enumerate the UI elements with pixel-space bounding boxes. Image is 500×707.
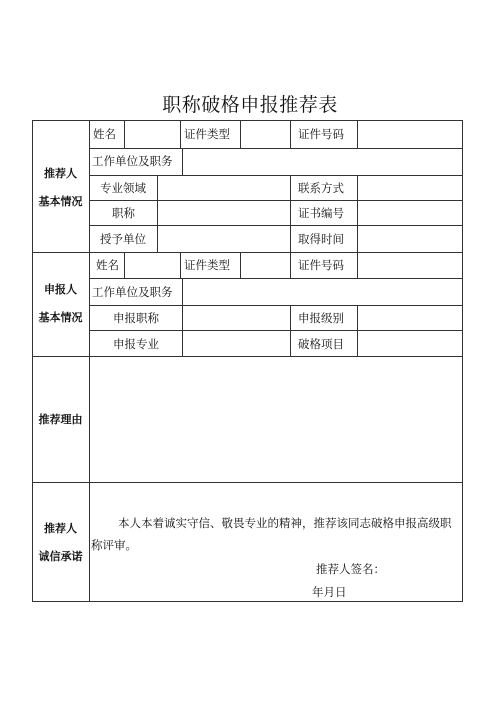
recommendation-form [32, 120, 463, 602]
recommender-grant-unit-label: 授予单位 [100, 232, 146, 246]
applicant-section-label: 申报人 基本情况 [38, 283, 83, 324]
apply-level-label: 申报级别 [298, 311, 344, 325]
grid-line [89, 175, 463, 176]
recommender-id-type-label: 证件类型 [184, 127, 230, 141]
grid-line [290, 305, 291, 356]
grid-line [32, 120, 463, 121]
grid-line [290, 120, 291, 148]
apply-major-label: 申报专业 [113, 337, 159, 351]
applicant-id-number-label: 证件号码 [298, 258, 344, 272]
grid-line [89, 330, 463, 331]
applicant-work-unit-label: 工作单位及职务 [92, 285, 173, 299]
grid-line [290, 175, 291, 252]
grid-line [240, 120, 241, 148]
pledge-section-label: 推荐人 诚信承诺 [38, 522, 83, 563]
grid-line [357, 305, 358, 356]
grid-line [32, 601, 463, 602]
grid-line [124, 120, 125, 148]
grid-line [357, 252, 358, 278]
recommender-title-label: 职称 [112, 206, 135, 220]
grid-line [182, 148, 183, 175]
apply-title-label: 申报职称 [113, 311, 159, 325]
grid-line [157, 175, 158, 252]
recommender-field-label: 专业领域 [100, 181, 146, 195]
grid-line [182, 305, 183, 356]
grid-line [89, 148, 463, 149]
grid-line [89, 200, 463, 201]
grid-line [124, 252, 125, 278]
grid-line [89, 305, 463, 306]
grid-line [180, 120, 181, 148]
recommender-name-label: 姓名 [93, 127, 116, 141]
grid-line [89, 278, 463, 279]
page-title: 职称破格申报推荐表 [162, 94, 338, 116]
recommender-contact-label: 联系方式 [298, 181, 344, 195]
recommender-cert-number-label: 证书编号 [298, 206, 344, 220]
grid-line [240, 252, 241, 278]
reason-field[interactable] [90, 357, 462, 482]
recommender-work-unit-label: 工作单位及职务 [92, 154, 173, 168]
recommender-section-label: 推荐人 基本情况 [38, 167, 83, 208]
grid-line [290, 252, 291, 278]
applicant-id-type-label: 证件类型 [184, 258, 230, 272]
grid-line [32, 482, 463, 483]
grid-line [180, 252, 181, 278]
recommender-obtain-time-label: 取得时间 [298, 232, 344, 246]
signature-label: 推荐人签名： [316, 562, 385, 576]
grid-line [32, 252, 463, 253]
reason-section-label: 推荐理由 [38, 413, 83, 426]
grid-line [462, 120, 463, 602]
grid-line [357, 120, 358, 148]
grid-line [182, 278, 183, 305]
applicant-name-label: 姓名 [96, 258, 119, 272]
pledge-text: 本人本着诚实守信、敬畏专业的精神，推荐该同志破格申报高级职称评审。 [91, 516, 452, 552]
grid-line [89, 225, 463, 226]
exception-item-label: 破格项目 [298, 337, 344, 351]
recommender-id-number-label: 证件号码 [298, 127, 344, 141]
date-label: 年月日 [312, 585, 347, 599]
grid-line [357, 175, 358, 252]
